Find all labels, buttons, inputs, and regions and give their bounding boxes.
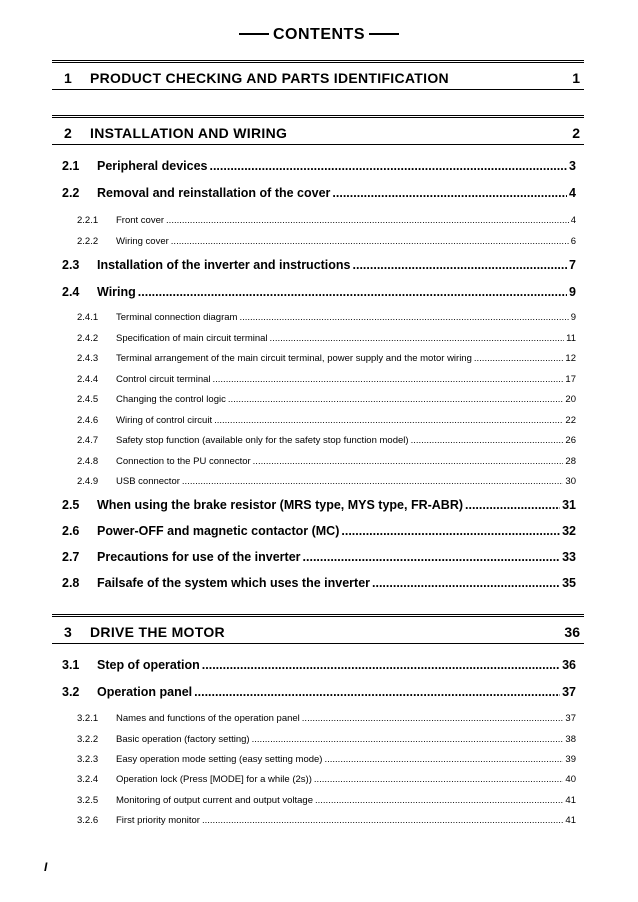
entry-title: Wiring cover	[116, 236, 169, 247]
contents-title	[0, 26, 638, 44]
toc-entry[interactable]	[62, 285, 576, 299]
entry-title: Step of operation	[97, 658, 200, 672]
toc-subentry[interactable]	[77, 415, 576, 426]
entry-number: 2.7	[62, 550, 80, 564]
entry-title: Peripheral devices	[97, 159, 208, 173]
dot-leader	[332, 186, 567, 200]
toc-subentry[interactable]	[77, 435, 576, 446]
entry-page: 35	[562, 576, 576, 590]
entry-number: 2.2	[62, 186, 80, 200]
entry-number: 2.4.9	[77, 476, 99, 487]
entry-number: 2.3	[62, 258, 80, 272]
toc-subentry[interactable]	[77, 353, 576, 364]
entry-number: 2.2.2	[77, 236, 99, 247]
dot-leader	[465, 498, 560, 512]
dot-leader	[202, 815, 563, 826]
entry-title: Terminal connection diagram	[116, 312, 238, 323]
entry-number: 3.1	[62, 658, 80, 672]
entry-title: Specification of main circuit terminal	[116, 333, 268, 344]
entry-page: 11	[566, 333, 576, 344]
contents-heading: CONTENTS	[273, 26, 365, 43]
chapter-number: 3	[64, 624, 72, 640]
toc-entry[interactable]	[62, 550, 576, 564]
entry-page: 41	[565, 795, 576, 806]
dot-leader	[315, 795, 563, 806]
dot-leader	[209, 159, 567, 173]
dot-leader	[214, 415, 563, 426]
toc-entry[interactable]	[62, 576, 576, 590]
entry-page: 37	[565, 713, 576, 724]
entry-number: 3.2	[62, 685, 80, 699]
entry-title: Wiring of control circuit	[116, 415, 213, 426]
entry-number: 3.2.2	[77, 734, 99, 745]
dot-leader	[253, 456, 564, 467]
entry-number: 3.2.4	[77, 774, 99, 785]
entry-title: Removal and reinstallation of the cover	[97, 186, 331, 200]
dot-leader	[341, 524, 560, 538]
entry-title: Operation lock (Press [MODE] for a while (2s))	[116, 774, 312, 785]
entry-page: 41	[565, 815, 576, 826]
dot-leader	[138, 285, 567, 299]
entry-page: 6	[570, 236, 576, 247]
chapter-page: 2	[572, 125, 580, 141]
toc-subentry[interactable]	[77, 215, 576, 226]
entry-title: Installation of the inverter and instructions	[97, 258, 351, 272]
entry-number: 2.4.7	[77, 435, 99, 446]
entry-title: Monitoring of output current and output voltage	[116, 795, 313, 806]
toc-subentry[interactable]	[77, 374, 576, 385]
entry-title: Connection to the PU connector	[116, 456, 251, 467]
chapter-heading[interactable]	[52, 614, 584, 644]
dot-leader	[171, 236, 569, 247]
entry-title: Wiring	[97, 285, 136, 299]
entry-title: Easy operation mode setting (easy setting mode)	[116, 754, 323, 765]
chapter-title: INSTALLATION AND WIRING	[90, 125, 288, 141]
dot-leader	[166, 215, 569, 226]
dot-leader	[228, 394, 564, 405]
dot-leader	[372, 576, 560, 590]
dot-leader	[239, 312, 568, 323]
dot-leader	[303, 550, 561, 564]
entry-number: 3.2.5	[77, 795, 99, 806]
entry-title: USB connector	[116, 476, 180, 487]
entry-page: 32	[562, 524, 576, 538]
entry-number: 3.2.3	[77, 754, 99, 765]
entry-number: 2.4.3	[77, 353, 99, 364]
entry-title: Operation panel	[97, 685, 193, 699]
entry-page: 36	[562, 658, 576, 672]
entry-number: 2.4.1	[77, 312, 99, 323]
entry-page: 3	[569, 159, 576, 173]
chapter-title: DRIVE THE MOTOR	[90, 624, 225, 640]
toc-subentry[interactable]	[77, 456, 576, 467]
entry-page: 37	[562, 685, 576, 699]
dot-leader	[194, 685, 560, 699]
entry-page: 20	[565, 394, 576, 405]
entry-page: 40	[565, 774, 576, 785]
toc-entry[interactable]	[62, 685, 576, 699]
entry-page: 31	[562, 498, 576, 512]
entry-page: 28	[565, 456, 576, 467]
dot-leader	[314, 774, 564, 785]
dot-leader	[202, 658, 560, 672]
chapter-title: PRODUCT CHECKING AND PARTS IDENTIFICATION	[90, 70, 449, 86]
dot-leader	[302, 713, 564, 724]
title-dash-left	[239, 33, 269, 35]
entry-title: First priority monitor	[116, 815, 200, 826]
toc-subentry[interactable]	[77, 795, 576, 806]
entry-number: 2.4.2	[77, 333, 99, 344]
dot-leader	[324, 754, 563, 765]
entry-page: 30	[565, 476, 576, 487]
toc-entry[interactable]	[62, 658, 576, 672]
entry-number: 2.4.6	[77, 415, 99, 426]
dot-leader	[411, 435, 564, 446]
chapter-page: 36	[564, 624, 580, 640]
entry-title: Control circuit terminal	[116, 374, 211, 385]
toc-subentry[interactable]	[77, 333, 576, 344]
entry-page: 33	[562, 550, 576, 564]
toc-entry[interactable]	[62, 186, 576, 200]
entry-number: 2.1	[62, 159, 80, 173]
entry-page: 4	[570, 215, 576, 226]
entry-title: Front cover	[116, 215, 165, 226]
dot-leader	[353, 258, 568, 272]
entry-title: Failsafe of the system which uses the inverter	[97, 576, 371, 590]
page-footer-roman: I	[44, 860, 48, 874]
dot-leader	[474, 353, 564, 364]
toc-entry[interactable]	[62, 258, 576, 272]
toc-entry[interactable]	[62, 524, 576, 538]
entry-title: When using the brake resistor (MRS type, MYS type, FR-ABR)	[97, 498, 464, 512]
entry-number: 2.8	[62, 576, 80, 590]
toc-subentry[interactable]	[77, 815, 576, 826]
entry-title: Terminal arrangement of the main circuit terminal, power supply and the motor wiring	[116, 353, 472, 364]
entry-title: Precautions for use of the inverter	[97, 550, 301, 564]
entry-page: 12	[565, 353, 576, 364]
entry-number: 2.2.1	[77, 215, 99, 226]
entry-number: 3.2.6	[77, 815, 99, 826]
chapter-number: 1	[64, 70, 72, 86]
toc-subentry[interactable]	[77, 476, 576, 487]
entry-number: 2.4.4	[77, 374, 99, 385]
entry-number: 2.4.5	[77, 394, 99, 405]
entry-page: 22	[565, 415, 576, 426]
entry-number: 3.2.1	[77, 713, 99, 724]
chapter-heading[interactable]	[52, 60, 584, 90]
chapter-number: 2	[64, 125, 72, 141]
dot-leader	[270, 333, 565, 344]
toc-subentry[interactable]	[77, 713, 576, 724]
entry-title: Safety stop function (available only for the safety stop function model)	[116, 435, 409, 446]
chapter-heading[interactable]	[52, 115, 584, 145]
entry-page: 4	[569, 186, 576, 200]
dot-leader	[182, 476, 564, 487]
dot-leader	[213, 374, 564, 385]
entry-page: 7	[569, 258, 576, 272]
toc-subentry[interactable]	[77, 236, 576, 247]
entry-number: 2.4.8	[77, 456, 99, 467]
entry-page: 17	[565, 374, 576, 385]
toc-entry[interactable]	[62, 498, 576, 512]
toc-subentry[interactable]	[77, 394, 576, 405]
entry-page: 38	[565, 734, 576, 745]
entry-title: Changing the control logic	[116, 394, 226, 405]
entry-page: 9	[570, 312, 576, 323]
entry-page: 9	[569, 285, 576, 299]
toc-subentry[interactable]	[77, 754, 576, 765]
toc-subentry[interactable]	[77, 312, 576, 323]
entry-number: 2.4	[62, 285, 80, 299]
toc-subentry[interactable]	[77, 734, 576, 745]
entry-page: 39	[565, 754, 576, 765]
title-dash-right	[369, 33, 399, 35]
entry-title: Power-OFF and magnetic contactor (MC)	[97, 524, 340, 538]
toc-entry[interactable]	[62, 159, 576, 173]
entry-page: 26	[565, 435, 576, 446]
entry-number: 2.6	[62, 524, 80, 538]
toc-subentry[interactable]	[77, 774, 576, 785]
entry-title: Names and functions of the operation panel	[116, 713, 300, 724]
chapter-page: 1	[572, 70, 580, 86]
dot-leader	[252, 734, 564, 745]
entry-number: 2.5	[62, 498, 80, 512]
entry-title: Basic operation (factory setting)	[116, 734, 250, 745]
